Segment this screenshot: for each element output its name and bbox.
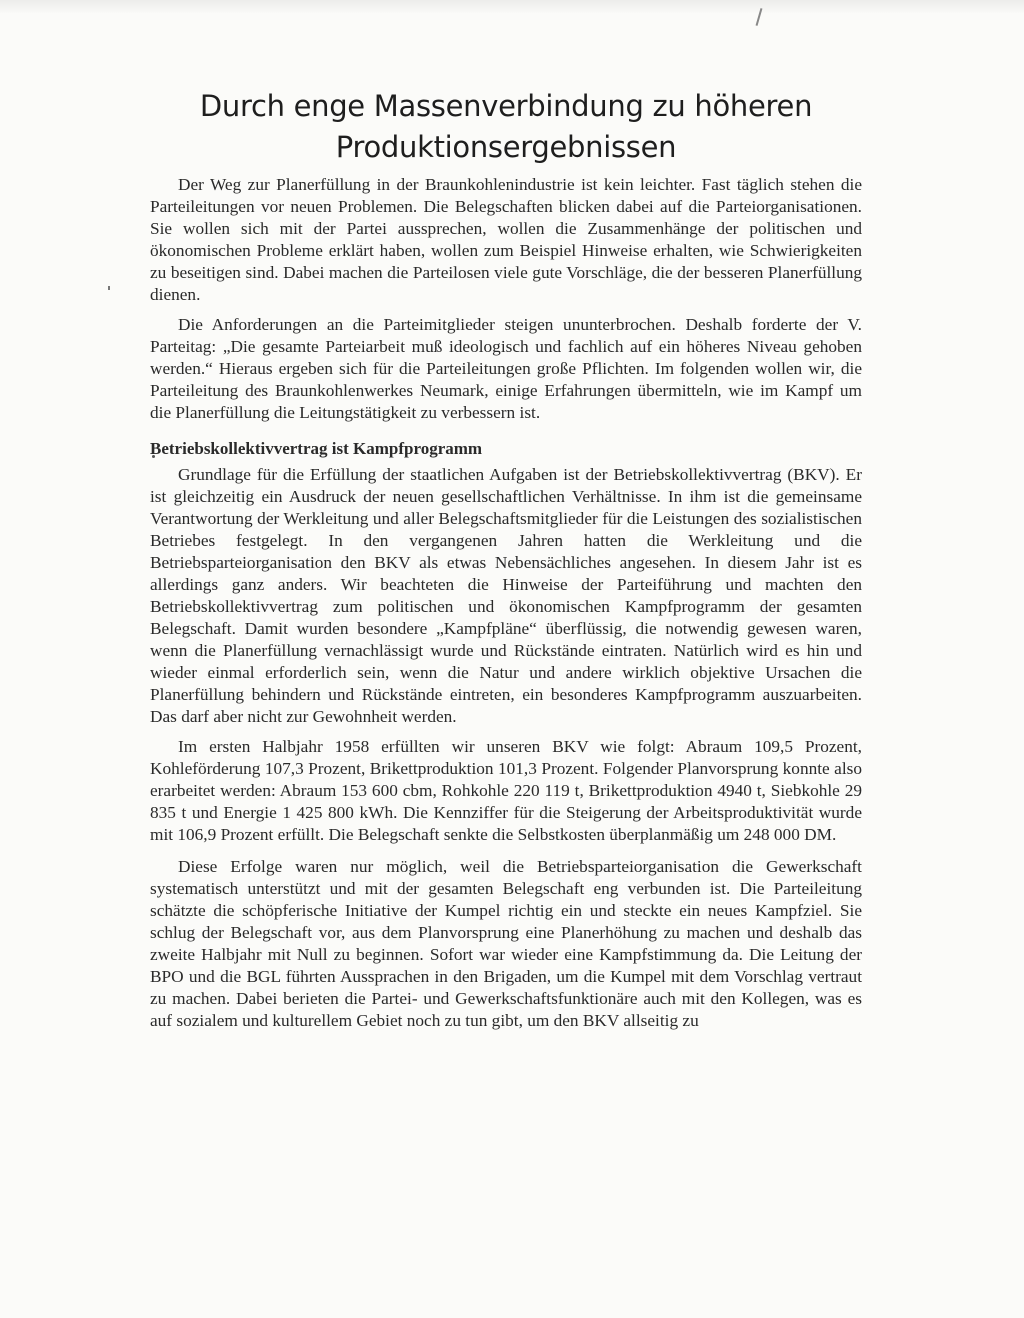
section-heading: Betriebskollektivvertrag ist Kampfprogramm (150, 439, 483, 458)
article-title-line-2: Produktionsergebnissen (335, 130, 677, 164)
page-top-edge (0, 0, 1024, 14)
article-title (150, 86, 862, 168)
section-paragraph: Diese Erfolge waren nur möglich, weil die Betriebsparteiorganisation die Gewerkschaft systematisch unterstützt und mit der gesamten Belegschaft eng verbunden ist. Die Parteileitung schätzte die schöpferische Initiative der Kumpel richtig ein und steckte ein neues Kampfziel. Sie schlug der Belegschaft vor, aus dem Planvorsprung eine Planerhöhung zu machen und deshalb das zweite Halbjahr mit Null zu beginnen. Sofort war wieder eine Kampfstimmung da. Die Leitung der BPO und die BGL führten Aussprachen in den Brigaden, um die Kumpel mit dem Vorschlag vertraut zu machen. Dabei berieten die Partei- und Gewerkschaftsfunktionäre auch mit den Kollegen, was es auf sozialem und kulturellem Gebiet noch zu tun gibt, um den BKV allseitig zu (150, 857, 862, 1030)
intro-paragraph: Der Weg zur Planerfüllung in der Braunkohlenindustrie ist kein leichter. Fast täglich stehen die Parteileitungen vor neuen Problemen. Die Belegschaften blicken dabei auf die Parteiorganisationen. Sie wollen sich mit der Partei aussprechen, wollen die Zusammenhänge der politischen und ökonomischen Probleme erklärt haben, wollen zum Beispiel Hinweise erhalten, wie Schwierigkeiten zu beseitigen sind. Dabei machen die Parteilosen viele gute Vorschläge, die der besseren Planerfüllung dienen. (150, 175, 862, 304)
margin-mark (108, 286, 110, 290)
article-title-line-1: Durch enge Massenverbindung zu höheren (199, 89, 813, 123)
intro-paragraph: Die Anforderungen an die Parteimitglieder steigen ununterbrochen. Deshalb forderte der V. Parteitag: „Die gesamte Parteiarbeit muß ideologisch und fachlich auf ein höheres Niveau gehoben werden.“ Hieraus ergeben sich für die Parteileitungen große Pflichten. Im folgenden wollen wir, die Parteileitung des Braunkohlenwerkes Neumark, einige Erfahrungen übermitteln, wie im Kampf um die Planerfüllung die Leitungstätigkeit zu verbessern ist. (150, 315, 862, 422)
section-paragraph: Im ersten Halbjahr 1958 erfüllten wir unseren BKV wie folgt: Abraum 109,5 Prozent, Kohleförderung 107,3 Prozent, Brikettproduktion 101,3 Prozent. Folgender Planvorsprung konnte also erarbeitet werden: Abraum 153 600 cbm, Rohkohle 220 119 t, Brikettproduktion 4940 t, Siebkohle 29 835 t und Energie 1 425 800 kWh. Die Kennziffer für die Steigerung der Arbeitsproduktivität wurde mit 106,9 Prozent erfüllt. Die Belegschaft senkte die Selbstkosten überplanmäßig um 248 000 DM. (150, 737, 862, 844)
section-paragraph: Grundlage für die Erfüllung der staatlichen Aufgaben ist der Betriebskollektivvertrag (BKV). Er ist gleichzeitig ein Ausdruck der neuen gesellschaftlichen Verhältnisse. In ihm ist die gemeinsame Verantwortung der Werkleitung und aller Belegschaftsmitglieder für die Leistungen des sozialistischen Betriebes festgelegt. In den vergangenen Jahren hatten die Werkleitung und die Betriebsparteiorganisation den BKV als etwas Nebensächliches angesehen. In diesem Jahr ist es allerdings ganz anders. Wir beachteten die Hinweise der Parteiführung und machten den Betriebskollektivvertrag zum politischen und ökonomischen Kampfprogramm der gesamten Belegschaft. Damit wurden besondere „Kampfpläne“ überflüssig, die notwendig gewesen waren, wenn die Planerfüllung vernachlässigt wurde und Rückstände eintraten. Natürlich wird es hin und wieder einmal erforderlich sein, wenn die Natur und andere wirklich objektive Ursachen die Planerfüllung behindern und Rückstände eintreten, ein besonderes Kampfprogramm auszuarbeiten. Das darf aber nicht zur Gewohnheit werden. (150, 465, 862, 726)
article-column (150, 86, 862, 1040)
